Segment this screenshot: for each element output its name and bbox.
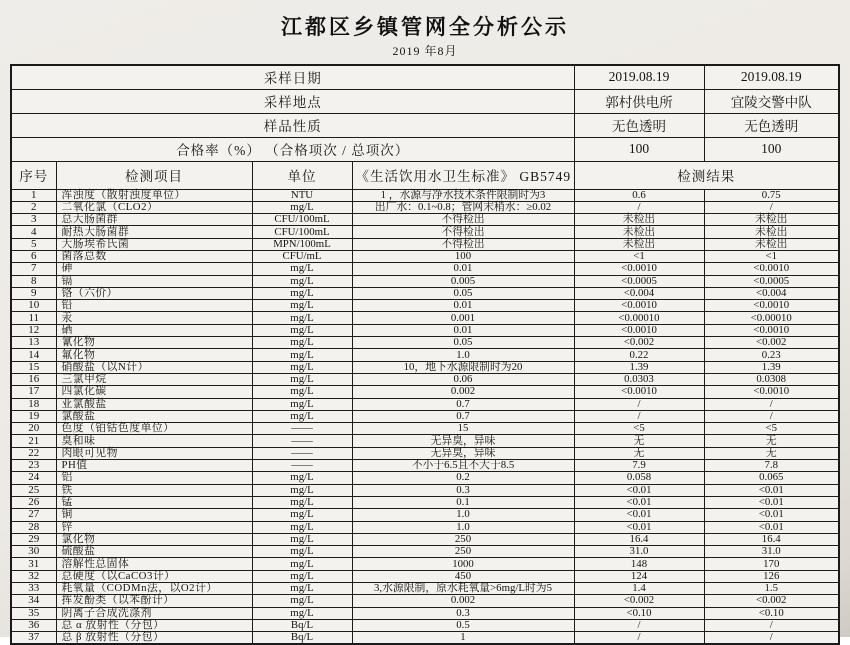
row-number: 35 <box>11 607 56 619</box>
row-number: 15 <box>11 361 56 373</box>
col-header-standard: 《生活饮用水卫生标准》 GB5749 <box>352 161 574 189</box>
result-site2: 16.4 <box>704 533 839 545</box>
unit: mg/L <box>252 558 352 570</box>
row-number: 13 <box>11 337 56 349</box>
result-site1: / <box>574 619 704 631</box>
table-row <box>11 533 839 545</box>
item-name: 臭和味 <box>56 435 252 447</box>
result-site1: 7.9 <box>574 460 704 472</box>
result-site2: 1.39 <box>704 361 839 373</box>
row-number: 9 <box>11 287 56 299</box>
standard-limit: 1.0 <box>352 349 574 361</box>
row-number: 11 <box>11 312 56 324</box>
item-name: 二氧化氯（CLO2） <box>56 201 252 213</box>
standard-limit: 250 <box>352 533 574 545</box>
result-site2: 0.0308 <box>704 373 839 385</box>
result-site1: 无 <box>574 435 704 447</box>
item-name: 总大肠菌群 <box>56 214 252 226</box>
item-name: 锌 <box>56 521 252 533</box>
table-row <box>11 349 839 361</box>
result-site1: 未检出 <box>574 214 704 226</box>
item-name: 总 α 放射性（分包） <box>56 619 252 631</box>
sampling-site-row <box>11 89 839 113</box>
row-number: 3 <box>11 214 56 226</box>
unit: mg/L <box>252 472 352 484</box>
item-name: PH值 <box>56 460 252 472</box>
result-site1: <0.01 <box>574 509 704 521</box>
results-body <box>11 189 839 644</box>
result-site2: <5 <box>704 423 839 435</box>
unit: mg/L <box>252 337 352 349</box>
site2-sampling-date: 2019.08.19 <box>704 65 839 89</box>
result-site1: 1.4 <box>574 583 704 595</box>
item-name: 锰 <box>56 496 252 508</box>
unit: CFU/100mL <box>252 214 352 226</box>
item-name: 浑浊度（散射浊度单位） <box>56 189 252 201</box>
report-month: 2019 年8月 <box>392 44 458 58</box>
unit: mg/L <box>252 521 352 533</box>
table-row <box>11 484 839 496</box>
standard-limit: 0.05 <box>352 287 574 299</box>
result-site2: 未检出 <box>704 238 839 250</box>
table-row <box>11 214 839 226</box>
standard-limit: 0.001 <box>352 312 574 324</box>
unit: mg/L <box>252 361 352 373</box>
unit: mg/L <box>252 583 352 595</box>
table-row <box>11 373 839 385</box>
table-row <box>11 324 839 336</box>
row-number: 2 <box>11 201 56 213</box>
standard-limit: 1.0 <box>352 509 574 521</box>
table-row <box>11 619 839 631</box>
result-site1: <0.01 <box>574 484 704 496</box>
item-name: 铬（六价） <box>56 287 252 299</box>
sample-nature-label: 样品性质 <box>11 113 574 137</box>
standard-limit: 1 <box>352 632 574 645</box>
item-name: 硒 <box>56 324 252 336</box>
result-site1: <0.01 <box>574 521 704 533</box>
result-site2: 126 <box>704 570 839 582</box>
table-row <box>11 226 839 238</box>
item-name: 氰化物 <box>56 337 252 349</box>
row-number: 31 <box>11 558 56 570</box>
row-number: 36 <box>11 619 56 631</box>
standard-limit: 0.01 <box>352 324 574 336</box>
standard-limit: 0.05 <box>352 337 574 349</box>
result-site2: / <box>704 619 839 631</box>
row-number: 33 <box>11 583 56 595</box>
item-name: 总 β 放射性（分包） <box>56 632 252 645</box>
item-name: 亚氯酸盐 <box>56 398 252 410</box>
result-site1: / <box>574 632 704 645</box>
standard-limit: 不小于6.5且不大于8.5 <box>352 460 574 472</box>
table-row <box>11 300 839 312</box>
standard-limit: 0.3 <box>352 607 574 619</box>
sampling-date-label: 采样日期 <box>11 65 574 89</box>
result-site2: 未检出 <box>704 226 839 238</box>
result-site2: <1 <box>704 250 839 262</box>
table-row <box>11 632 839 645</box>
result-site1: 未检出 <box>574 226 704 238</box>
result-site1: 31.0 <box>574 546 704 558</box>
result-site1: / <box>574 410 704 422</box>
standard-limit: 0.7 <box>352 398 574 410</box>
item-name: 耗氧量（CODMn法，以O2计） <box>56 583 252 595</box>
item-name: 三氯甲烷 <box>56 373 252 385</box>
standard-limit: 1000 <box>352 558 574 570</box>
standard-limit: 出厂水：0.1~0.8；管网末稍水：≥0.02 <box>352 201 574 213</box>
item-name: 菌落总数 <box>56 250 252 262</box>
unit: mg/L <box>252 324 352 336</box>
standard-limit: 15 <box>352 423 574 435</box>
result-site1: <0.0010 <box>574 263 704 275</box>
result-site1: 未检出 <box>574 238 704 250</box>
unit: mg/L <box>252 595 352 607</box>
row-number: 34 <box>11 595 56 607</box>
item-name: 大肠埃希氏菌 <box>56 238 252 250</box>
standard-limit: 1.0 <box>352 521 574 533</box>
unit: mg/L <box>252 263 352 275</box>
site2-pass-rate: 100 <box>704 137 839 161</box>
unit: —— <box>252 423 352 435</box>
table-row <box>11 583 839 595</box>
unit: mg/L <box>252 496 352 508</box>
result-site2: 31.0 <box>704 546 839 558</box>
unit: mg/L <box>252 484 352 496</box>
item-name: 氯化物 <box>56 533 252 545</box>
result-site2: <0.10 <box>704 607 839 619</box>
unit: mg/L <box>252 312 352 324</box>
table-row <box>11 238 839 250</box>
result-site1: <0.0005 <box>574 275 704 287</box>
row-number: 12 <box>11 324 56 336</box>
result-site1: <0.01 <box>574 496 704 508</box>
row-number: 22 <box>11 447 56 459</box>
sampling-site-label: 采样地点 <box>11 89 574 113</box>
result-site1: 1.39 <box>574 361 704 373</box>
table-row <box>11 287 839 299</box>
standard-limit: 100 <box>352 250 574 262</box>
row-number: 7 <box>11 263 56 275</box>
result-site1: 0.22 <box>574 349 704 361</box>
standard-limit: 0.5 <box>352 619 574 631</box>
row-number: 37 <box>11 632 56 645</box>
row-number: 16 <box>11 373 56 385</box>
unit: mg/L <box>252 373 352 385</box>
standard-limit: 0.002 <box>352 386 574 398</box>
item-name: 阴离子合成洗涤剂 <box>56 607 252 619</box>
site1-location: 郭村供电所 <box>574 89 704 113</box>
standard-limit: 3,水源限制，原水耗氧量>6mg/L时为5 <box>352 583 574 595</box>
result-site1: 0.058 <box>574 472 704 484</box>
result-site2: 0.75 <box>704 189 839 201</box>
result-site2: <0.01 <box>704 496 839 508</box>
unit: mg/L <box>252 546 352 558</box>
unit: mg/L <box>252 300 352 312</box>
table-row <box>11 189 839 201</box>
standard-limit: 不得检出 <box>352 238 574 250</box>
table-row <box>11 521 839 533</box>
unit: —— <box>252 447 352 459</box>
table-row <box>11 546 839 558</box>
standard-limit: 无异臭，异味 <box>352 435 574 447</box>
item-name: 铜 <box>56 509 252 521</box>
unit: Bq/L <box>252 619 352 631</box>
result-site2: <0.01 <box>704 509 839 521</box>
unit: mg/L <box>252 349 352 361</box>
page-title: 江都区乡镇管网全分析公示 <box>281 16 569 39</box>
result-site1: 0.0303 <box>574 373 704 385</box>
result-site2: <0.01 <box>704 484 839 496</box>
table-row <box>11 201 839 213</box>
table-row <box>11 275 839 287</box>
standard-limit: 0.01 <box>352 263 574 275</box>
result-site1: <0.004 <box>574 287 704 299</box>
row-number: 1 <box>11 189 56 201</box>
table-row <box>11 386 839 398</box>
item-name: 汞 <box>56 312 252 324</box>
sample-nature-row <box>11 113 839 137</box>
standard-limit: 0.005 <box>352 275 574 287</box>
site2-nature: 无色透明 <box>704 113 839 137</box>
table-row <box>11 398 839 410</box>
row-number: 30 <box>11 546 56 558</box>
unit: mg/L <box>252 201 352 213</box>
result-site2: <0.002 <box>704 337 839 349</box>
table-row <box>11 496 839 508</box>
table-row <box>11 435 839 447</box>
result-site2: <0.0010 <box>704 324 839 336</box>
result-site1: <5 <box>574 423 704 435</box>
table-row <box>11 250 839 262</box>
result-site1: <1 <box>574 250 704 262</box>
table-row <box>11 263 839 275</box>
site1-sampling-date: 2019.08.19 <box>574 65 704 89</box>
unit: CFU/mL <box>252 250 352 262</box>
row-number: 28 <box>11 521 56 533</box>
result-site2: 7.8 <box>704 460 839 472</box>
item-name: 肉眼可见物 <box>56 447 252 459</box>
standard-limit: 0.3 <box>352 484 574 496</box>
standard-limit: 10，地下水源限制时为20 <box>352 361 574 373</box>
result-site1: 0.6 <box>574 189 704 201</box>
table-row <box>11 361 839 373</box>
result-site2: <0.0010 <box>704 386 839 398</box>
table-row <box>11 509 839 521</box>
item-name: 硝酸盐（以N计） <box>56 361 252 373</box>
row-number: 27 <box>11 509 56 521</box>
standard-limit: 1 ，水源与净水技术条件限制时为3 <box>352 189 574 201</box>
pass-rate-row <box>11 137 839 161</box>
result-site2: 170 <box>704 558 839 570</box>
standard-limit: 不得检出 <box>352 214 574 226</box>
row-number: 8 <box>11 275 56 287</box>
table-row <box>11 410 839 422</box>
unit: Bq/L <box>252 632 352 645</box>
result-site2: <0.004 <box>704 287 839 299</box>
item-name: 镉 <box>56 275 252 287</box>
item-name: 总硬度（以CaCO3计） <box>56 570 252 582</box>
result-site1: <0.0010 <box>574 324 704 336</box>
result-site2: <0.0010 <box>704 300 839 312</box>
row-number: 23 <box>11 460 56 472</box>
unit: mg/L <box>252 570 352 582</box>
row-number: 25 <box>11 484 56 496</box>
row-number: 29 <box>11 533 56 545</box>
site1-nature: 无色透明 <box>574 113 704 137</box>
result-site1: <0.10 <box>574 607 704 619</box>
result-site1: <0.00010 <box>574 312 704 324</box>
item-name: 铝 <box>56 472 252 484</box>
unit: mg/L <box>252 410 352 422</box>
table-row <box>11 460 839 472</box>
row-number: 14 <box>11 349 56 361</box>
standard-limit: 不得检出 <box>352 226 574 238</box>
result-site2: 无 <box>704 447 839 459</box>
result-site1: 148 <box>574 558 704 570</box>
col-header-unit: 单位 <box>252 161 352 189</box>
item-name: 硫酸盐 <box>56 546 252 558</box>
row-number: 19 <box>11 410 56 422</box>
site1-pass-rate: 100 <box>574 137 704 161</box>
table-row <box>11 558 839 570</box>
result-site1: / <box>574 398 704 410</box>
table-row <box>11 570 839 582</box>
item-name: 溶解性总固体 <box>56 558 252 570</box>
result-site2: <0.0010 <box>704 263 839 275</box>
result-site1: <0.002 <box>574 337 704 349</box>
unit: mg/L <box>252 287 352 299</box>
result-site2: <0.01 <box>704 521 839 533</box>
table-row <box>11 595 839 607</box>
unit: mg/L <box>252 607 352 619</box>
result-site2: 未检出 <box>704 214 839 226</box>
row-number: 6 <box>11 250 56 262</box>
unit: mg/L <box>252 533 352 545</box>
row-number: 17 <box>11 386 56 398</box>
result-site2: 无 <box>704 435 839 447</box>
table-row <box>11 337 839 349</box>
result-site2: / <box>704 632 839 645</box>
result-site2: / <box>704 410 839 422</box>
col-header-item: 检测项目 <box>56 161 252 189</box>
row-number: 24 <box>11 472 56 484</box>
standard-limit: 0.01 <box>352 300 574 312</box>
pass-rate-label: 合格率（%） （合格项次 / 总项次） <box>11 137 574 161</box>
standard-limit: 0.7 <box>352 410 574 422</box>
table-row <box>11 607 839 619</box>
row-number: 32 <box>11 570 56 582</box>
result-site2: / <box>704 201 839 213</box>
unit: CFU/100mL <box>252 226 352 238</box>
item-name: 氯酸盐 <box>56 410 252 422</box>
item-name: 铅 <box>56 300 252 312</box>
standard-limit: 0.06 <box>352 373 574 385</box>
result-site1: 无 <box>574 447 704 459</box>
unit: mg/L <box>252 398 352 410</box>
unit: mg/L <box>252 509 352 521</box>
result-site2: / <box>704 398 839 410</box>
result-site2: <0.0005 <box>704 275 839 287</box>
table-row <box>11 447 839 459</box>
row-number: 20 <box>11 423 56 435</box>
result-site1: 124 <box>574 570 704 582</box>
row-number: 10 <box>11 300 56 312</box>
table-row <box>11 423 839 435</box>
result-site2: 0.065 <box>704 472 839 484</box>
analysis-table <box>10 64 840 645</box>
row-number: 5 <box>11 238 56 250</box>
row-number: 21 <box>11 435 56 447</box>
standard-limit: 0.002 <box>352 595 574 607</box>
item-name: 铁 <box>56 484 252 496</box>
unit: mg/L <box>252 386 352 398</box>
result-site2: <0.002 <box>704 595 839 607</box>
item-name: 砷 <box>56 263 252 275</box>
row-number: 18 <box>11 398 56 410</box>
unit: mg/L <box>252 275 352 287</box>
standard-limit: 0.1 <box>352 496 574 508</box>
result-site2: <0.00010 <box>704 312 839 324</box>
result-site2: 1.5 <box>704 583 839 595</box>
item-name: 耐热大肠菌群 <box>56 226 252 238</box>
standard-limit: 450 <box>352 570 574 582</box>
result-site2: 0.23 <box>704 349 839 361</box>
item-name: 四氯化碳 <box>56 386 252 398</box>
col-header-index: 序号 <box>11 161 56 189</box>
site2-location: 宜陵交警中队 <box>704 89 839 113</box>
result-site1: / <box>574 201 704 213</box>
unit: —— <box>252 435 352 447</box>
item-name: 挥发酚类（以苯酚计） <box>56 595 252 607</box>
col-header-results: 检测结果 <box>574 161 839 189</box>
result-site1: 16.4 <box>574 533 704 545</box>
result-site1: <0.002 <box>574 595 704 607</box>
item-name: 色度（铂钴色度单位） <box>56 423 252 435</box>
table-row <box>11 472 839 484</box>
standard-limit: 无异臭，异味 <box>352 447 574 459</box>
result-site1: <0.0010 <box>574 300 704 312</box>
unit: NTU <box>252 189 352 201</box>
unit: —— <box>252 460 352 472</box>
standard-limit: 250 <box>352 546 574 558</box>
sampling-date-row <box>11 65 839 89</box>
row-number: 26 <box>11 496 56 508</box>
unit: MPN/100mL <box>252 238 352 250</box>
table-row <box>11 312 839 324</box>
result-site1: <0.0010 <box>574 386 704 398</box>
column-header-row <box>11 161 839 189</box>
standard-limit: 0.2 <box>352 472 574 484</box>
item-name: 氟化物 <box>56 349 252 361</box>
row-number: 4 <box>11 226 56 238</box>
